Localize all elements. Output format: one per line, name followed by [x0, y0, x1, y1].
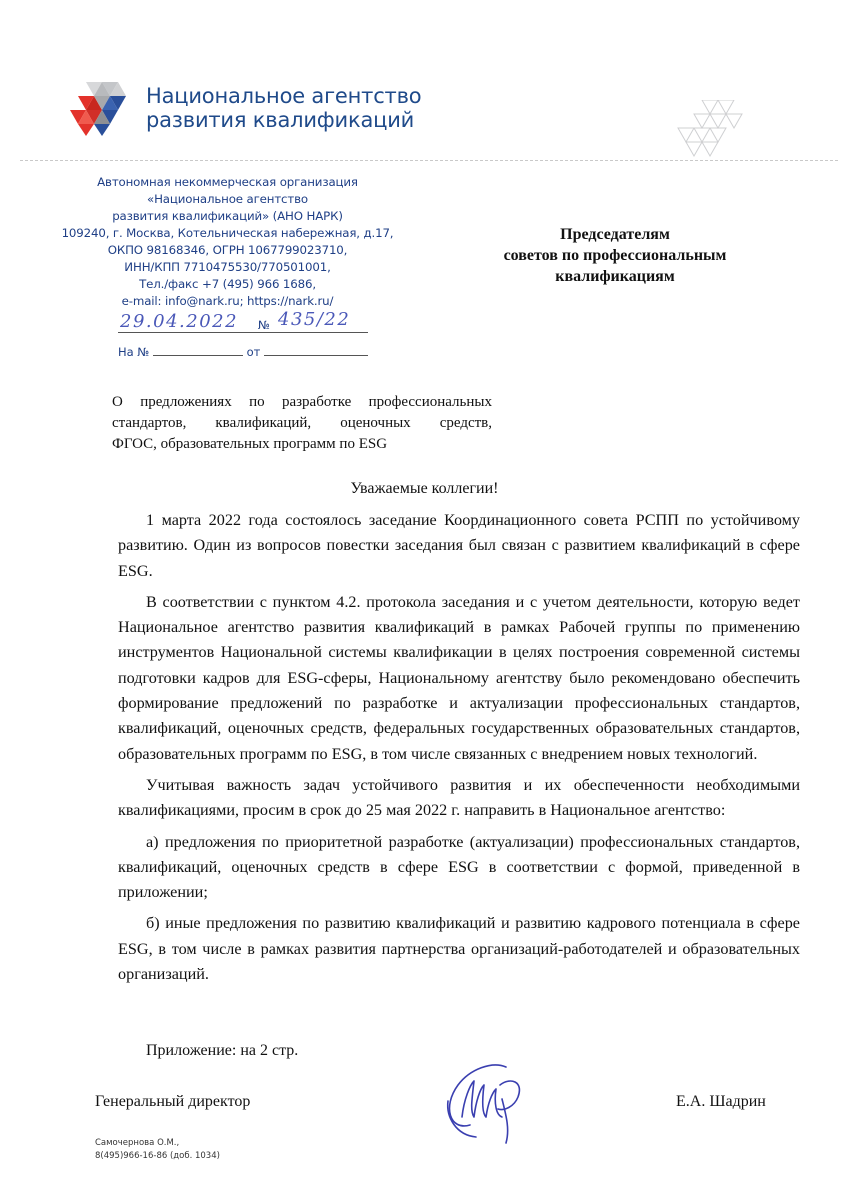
- reference-date-blank: [264, 345, 368, 356]
- organization-name: [146, 84, 421, 132]
- registration-underline: [118, 332, 368, 333]
- addressee-line: Председателям: [560, 226, 670, 243]
- executor-info: [95, 1137, 220, 1163]
- body-paragraph: В соответствии с пунктом 4.2. протокола заседания и с учетом деятельности, которую ведет Национальное агентство развития квалификаций в рамках Рабочей группы по применению инструментов Национальной системы квалификации в целях построения современной системы подготовки кадров для ESG-сферы, Национальному агентству было рекомендовано обеспечить формирование предложений по разработке и актуализации профессиональных стандартов, квалификаций, оценочных средств, федеральных государственных образовательных стандартов, образовательных программ по ESG, в том числе связанных с внедрением новых технологий.: [118, 592, 800, 763]
- sender-line: 109240, г. Москва, Котельническая набережная, д.17,: [61, 226, 394, 240]
- letter-subject: [112, 392, 492, 455]
- sender-line: Тел./факс +7 (495) 966 1686,: [139, 277, 316, 291]
- reference-label: На №: [118, 345, 150, 359]
- subject-line: стандартов, квалификаций, оценочных средств,: [112, 415, 492, 431]
- attachment-note: Приложение: на 2 стр.: [146, 1042, 299, 1059]
- subject-line: ФГОС, образовательных программ по ESG: [112, 436, 388, 452]
- signer-name: Е.А. Шадрин: [676, 1093, 766, 1110]
- addressee-line: квалификациям: [555, 268, 675, 285]
- sender-line: e-mail: info@nark.ru; https://nark.ru/: [121, 294, 334, 308]
- subject-line: О предложениях по разработке профессиональных: [112, 394, 492, 410]
- addressee-line: советов по профессиональным: [503, 247, 727, 264]
- executor-phone: 8(495)966-16-86 (доб. 1034): [95, 1151, 220, 1161]
- sender-line: ИНН/КПП 7710475530/770501001,: [124, 260, 331, 274]
- registration-number: 435/22: [278, 309, 351, 330]
- handwritten-signature-icon: [440, 1055, 540, 1147]
- body-paragraph: 1 марта 2022 года состоялось заседание Координационного совета РСПП по устойчивому развитию. Один из вопросов повестки заседания был связан с развитием квалификаций в сфере ESG.: [118, 511, 800, 580]
- sender-line: «Национальное агентство: [147, 192, 308, 206]
- letter-body: [118, 508, 800, 993]
- org-name-line-2: развития квалификаций: [146, 108, 415, 132]
- registration-number-label: №: [258, 318, 270, 332]
- reference-row: [118, 345, 368, 359]
- body-paragraph: Учитывая важность задач устойчивого развития и их обеспеченности необходимыми квалификациями, просим в срок до 25 мая 2022 г. направить в Национальное агентство:: [118, 775, 800, 820]
- sender-line: Автономная некоммерческая организация: [97, 175, 358, 189]
- sender-line: ОКПО 98168346, ОГРН 1067799023710,: [107, 243, 348, 257]
- decorative-triangles-icon: [662, 100, 744, 160]
- body-paragraph: б) иные предложения по развитию квалификаций и развитию кадрового потенциала в сфере ESG, в том числе в рамках развития партнерства организаций-работодателей и образовательных организаций.: [118, 914, 800, 984]
- nark-logo-icon: [70, 82, 134, 136]
- greeting: Уважаемые коллегии!: [350, 480, 499, 497]
- org-name-line-1: Национальное агентство: [146, 84, 422, 108]
- header-divider: [20, 160, 838, 161]
- executor-name: Самочернова О.М.,: [95, 1138, 180, 1148]
- signer-title: Генеральный директор: [95, 1093, 251, 1110]
- reference-from-label: от: [246, 345, 261, 359]
- registration-date: 29.04.2022: [120, 311, 239, 332]
- sender-details: [60, 174, 395, 310]
- reference-number-blank: [153, 345, 243, 356]
- sender-line: развития квалификаций» (АНО НАРК): [112, 209, 343, 223]
- addressee: [470, 224, 760, 287]
- body-paragraph: а) предложения по приоритетной разработке (актуализации) профессиональных стандартов, квалификаций, оценочных средств в сфере ESG в соответствии с формой, приведенной в приложении;: [118, 832, 800, 902]
